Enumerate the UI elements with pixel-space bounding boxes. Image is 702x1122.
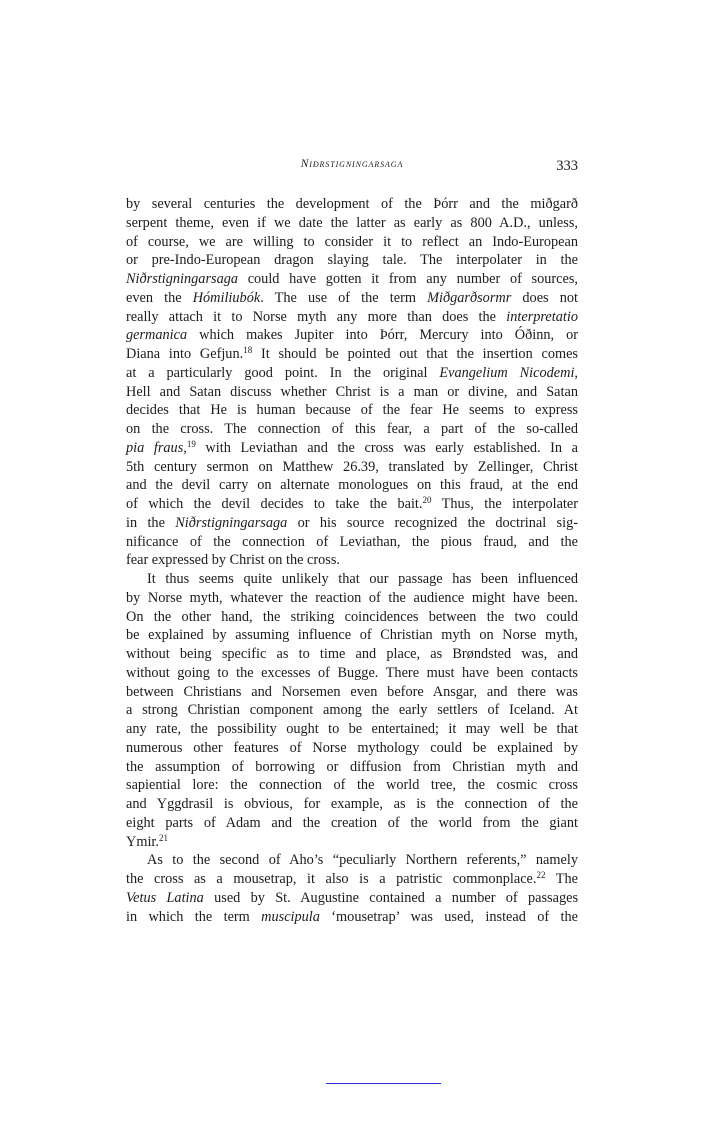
text-segment: or pre-Indo-European dragon slaying tale. The interpolater in the (126, 252, 578, 269)
text-segment: the cross as a mousetrap, it also is a patristic commonplace. (126, 871, 537, 887)
text-line (126, 851, 578, 870)
text-segment: 5th century sermon on Matthew 26.39, translated by Zellinger, Christ (126, 458, 578, 475)
text-line (126, 514, 578, 533)
text-segment: numerous other features of Norse mythology could be explained by (126, 739, 578, 756)
text-segment: fear expressed by Christ on the cross. (126, 552, 340, 569)
text-line (126, 776, 578, 795)
text-segment: be explained by assuming influence of Christian myth on Norse myth, (126, 627, 578, 644)
running-head (126, 158, 578, 178)
text-segment: used by St. Augustine contained a number of passages (203, 889, 579, 906)
text-line (126, 476, 578, 495)
text-segment: sapiential lore: the connection of the world tree, the cosmic cross (126, 777, 578, 794)
italic-text: muscipula (261, 908, 320, 925)
footnote-ref: 18 (243, 345, 253, 355)
text-segment: by Norse myth, whatever the reaction of the audience might have been. (126, 589, 578, 606)
italic-text: interpretatio (506, 308, 578, 325)
text-segment: really attach it to Norse myth any more than does the (126, 308, 507, 325)
text-line (126, 458, 578, 477)
text-line (126, 270, 578, 289)
italic-text: pia fraus, (126, 439, 187, 456)
text-line (126, 908, 578, 927)
text-segment: eight parts of Adam and the creation of the world from the giant (126, 814, 578, 831)
text-segment: Hell and Satan discuss whether Christ is a man or divine, and Satan (126, 383, 578, 400)
text-segment: which makes Jupiter into Þórr, Mercury into Óðinn, or (187, 327, 578, 344)
text-line (126, 814, 578, 833)
text-line (126, 214, 578, 233)
text-segment: serpent theme, even if we date the latter as early as 800 A.D., unless, (126, 214, 578, 231)
text-segment: without going to the excesses of Bugge. There must have been contacts (126, 664, 578, 681)
text-line (126, 551, 578, 570)
text-line (126, 758, 578, 777)
text-segment: and the devil carry on alternate monologues on this fraud, at the end (126, 477, 578, 494)
text-segment: by several centuries the development of the Þórr and the miðgarð (126, 196, 578, 212)
italic-text: Vetus Latina (126, 889, 204, 906)
text-segment: or his source recognized the doctrinal sig- (287, 514, 578, 531)
text-segment: with Leviathan and the cross was early established. In a (195, 439, 578, 456)
text-segment: could have gotten it from any number of sources, (238, 271, 578, 287)
italic-text: Hómiliubók (192, 289, 261, 306)
body-text (126, 195, 578, 926)
text-line (126, 308, 578, 327)
text-line (126, 533, 578, 552)
italic-text: Evangelium Nicodemi, (439, 364, 578, 381)
text-line (126, 870, 578, 889)
italic-text: Niðrstigningarsaga (175, 514, 288, 531)
text-segment: of which the devil decides to take the bait. (126, 496, 423, 512)
text-line (126, 833, 578, 852)
text-line (126, 401, 578, 420)
text-segment: and Yggdrasil is obvious, for example, as is the connection of the (126, 796, 578, 812)
text-segment: any rate, the possibility ought to be entertained; it may well be that (126, 721, 578, 737)
text-line (126, 626, 578, 645)
footnote-ref: 22 (536, 870, 546, 880)
text-segment: decides that He is human because of the fear He seems to express (126, 402, 578, 419)
text-line (126, 795, 578, 814)
text-line (126, 420, 578, 439)
text-line (126, 439, 578, 458)
text-segment: The (545, 871, 578, 887)
text-line (126, 720, 578, 739)
footnote-ref: 19 (186, 438, 196, 449)
italic-text: Niðrstigningarsaga (126, 271, 239, 287)
footnote-ref: 21 (158, 832, 168, 843)
text-line (126, 326, 578, 345)
text-line (126, 739, 578, 758)
text-segment: On the other hand, the striking coincidences between the two could (126, 608, 578, 625)
text-segment: . The use of the term (260, 289, 428, 306)
text-segment: in which the term (126, 908, 262, 925)
text-line (126, 345, 578, 364)
text-line (126, 701, 578, 720)
text-line (126, 289, 578, 308)
text-line (126, 251, 578, 270)
text-segment: As to the second of Aho’s “peculiarly Northern referents,” namely (147, 852, 578, 869)
footer-rule (326, 1083, 441, 1084)
footnote-ref: 20 (422, 495, 432, 505)
italic-text: Miðgarðsormr (427, 289, 512, 306)
text-segment: between Christians and Norsemen even before Ansgar, and there was (126, 683, 578, 700)
text-line (126, 589, 578, 608)
text-line (126, 495, 578, 514)
running-title: Niðrstigningarsaga (300, 158, 404, 170)
text-line (126, 889, 578, 908)
page-number: 333 (556, 158, 578, 174)
text-segment: in the (126, 514, 176, 531)
text-segment: on the cross. The connection of this fear, a part of the so-called (126, 421, 578, 437)
text-line (126, 383, 578, 402)
text-segment: even the (126, 289, 193, 306)
italic-text: germanica (126, 327, 188, 344)
text-segment: does not (511, 289, 579, 306)
text-segment: a strong Christian component among the early settlers of Iceland. At (126, 702, 578, 719)
text-segment: ‘mousetrap’ was used, instead of the (319, 908, 578, 925)
text-line (126, 664, 578, 683)
text-line (126, 233, 578, 252)
text-line (126, 364, 578, 383)
text-segment: of course, we are willing to consider it to reflect an Indo-European (126, 233, 578, 250)
text-segment: It should be pointed out that the insertion comes (252, 346, 579, 362)
text-segment: Thus, the interpolater (431, 496, 578, 512)
text-segment: Ymir. (126, 833, 159, 850)
text-line (126, 608, 578, 627)
text-segment: the assumption of borrowing or diffusion from Christian myth and (126, 758, 578, 775)
text-segment: Diana into Gefjun. (126, 346, 244, 362)
text-line (126, 645, 578, 664)
text-segment: nificance of the connection of Leviathan, the pious fraud, and the (126, 533, 578, 550)
text-segment: at a particularly good point. In the original (126, 364, 440, 381)
text-segment: It thus seems quite unlikely that our passage has been influenced (147, 571, 578, 587)
text-line (126, 683, 578, 702)
text-line (126, 570, 578, 589)
text-segment: without being specific as to time and place, as Brøndsted was, and (126, 646, 578, 662)
text-line (126, 195, 578, 214)
